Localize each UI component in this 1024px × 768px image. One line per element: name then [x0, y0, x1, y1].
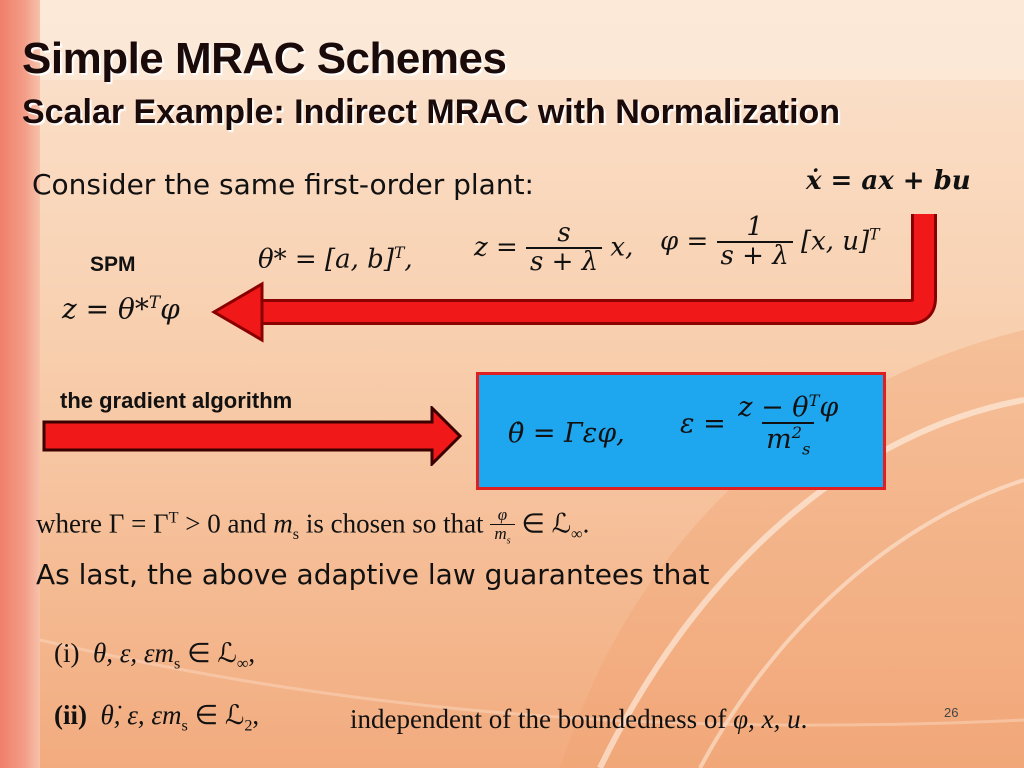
boundedness-note: independent of the boundedness of φ, x, u.	[350, 704, 808, 734]
theta-dot-equation: θ̇ = Γεφ,	[508, 418, 625, 449]
spm-label: SPM	[90, 253, 136, 276]
result-item-2: (ii) θ̇, ε, $\varepsilon m_s$ ∈ ℒ$_2$,	[54, 700, 260, 735]
as-last-text: As last, the above adaptive law guarantees that	[36, 558, 710, 591]
gradient-arrow	[40, 406, 470, 466]
gradient-label: the gradient algorithm	[60, 388, 293, 413]
page-number: 26	[944, 705, 959, 720]
theta-star-equation: θ* = [a, b]$^T$,	[258, 244, 413, 275]
slide-subtitle: Scalar Example: Indirect MRAC with Normalization	[22, 93, 841, 131]
z-definition: z = $\frac{s}{s + \lambda}$ x,	[474, 218, 634, 278]
epsilon-equation: ε = $\frac{z - \theta^T\varphi}{m^2_s}$	[680, 391, 839, 459]
consider-text: Consider the same first-order plant:	[32, 168, 534, 201]
spm-equation: z = θ*$^T$φ	[62, 292, 180, 326]
where-condition: where $\Gamma = \Gamma^T > 0$ and $m_s$ is chosen so that $\frac{\varphi}{m_s}$ ∈ ℒ$_\infty$.	[36, 505, 590, 547]
phi-definition: φ = $\frac{1}{s + \lambda}$ [x, u]$^T$	[660, 212, 880, 272]
slide-title: Simple MRAC Schemes	[22, 34, 507, 83]
plant-equation: ẋ = ax + bu	[806, 166, 971, 196]
result-item-1: (i) θ, ε, $\varepsilon m_s$ ∈ ℒ$_\infty$,	[54, 638, 256, 673]
